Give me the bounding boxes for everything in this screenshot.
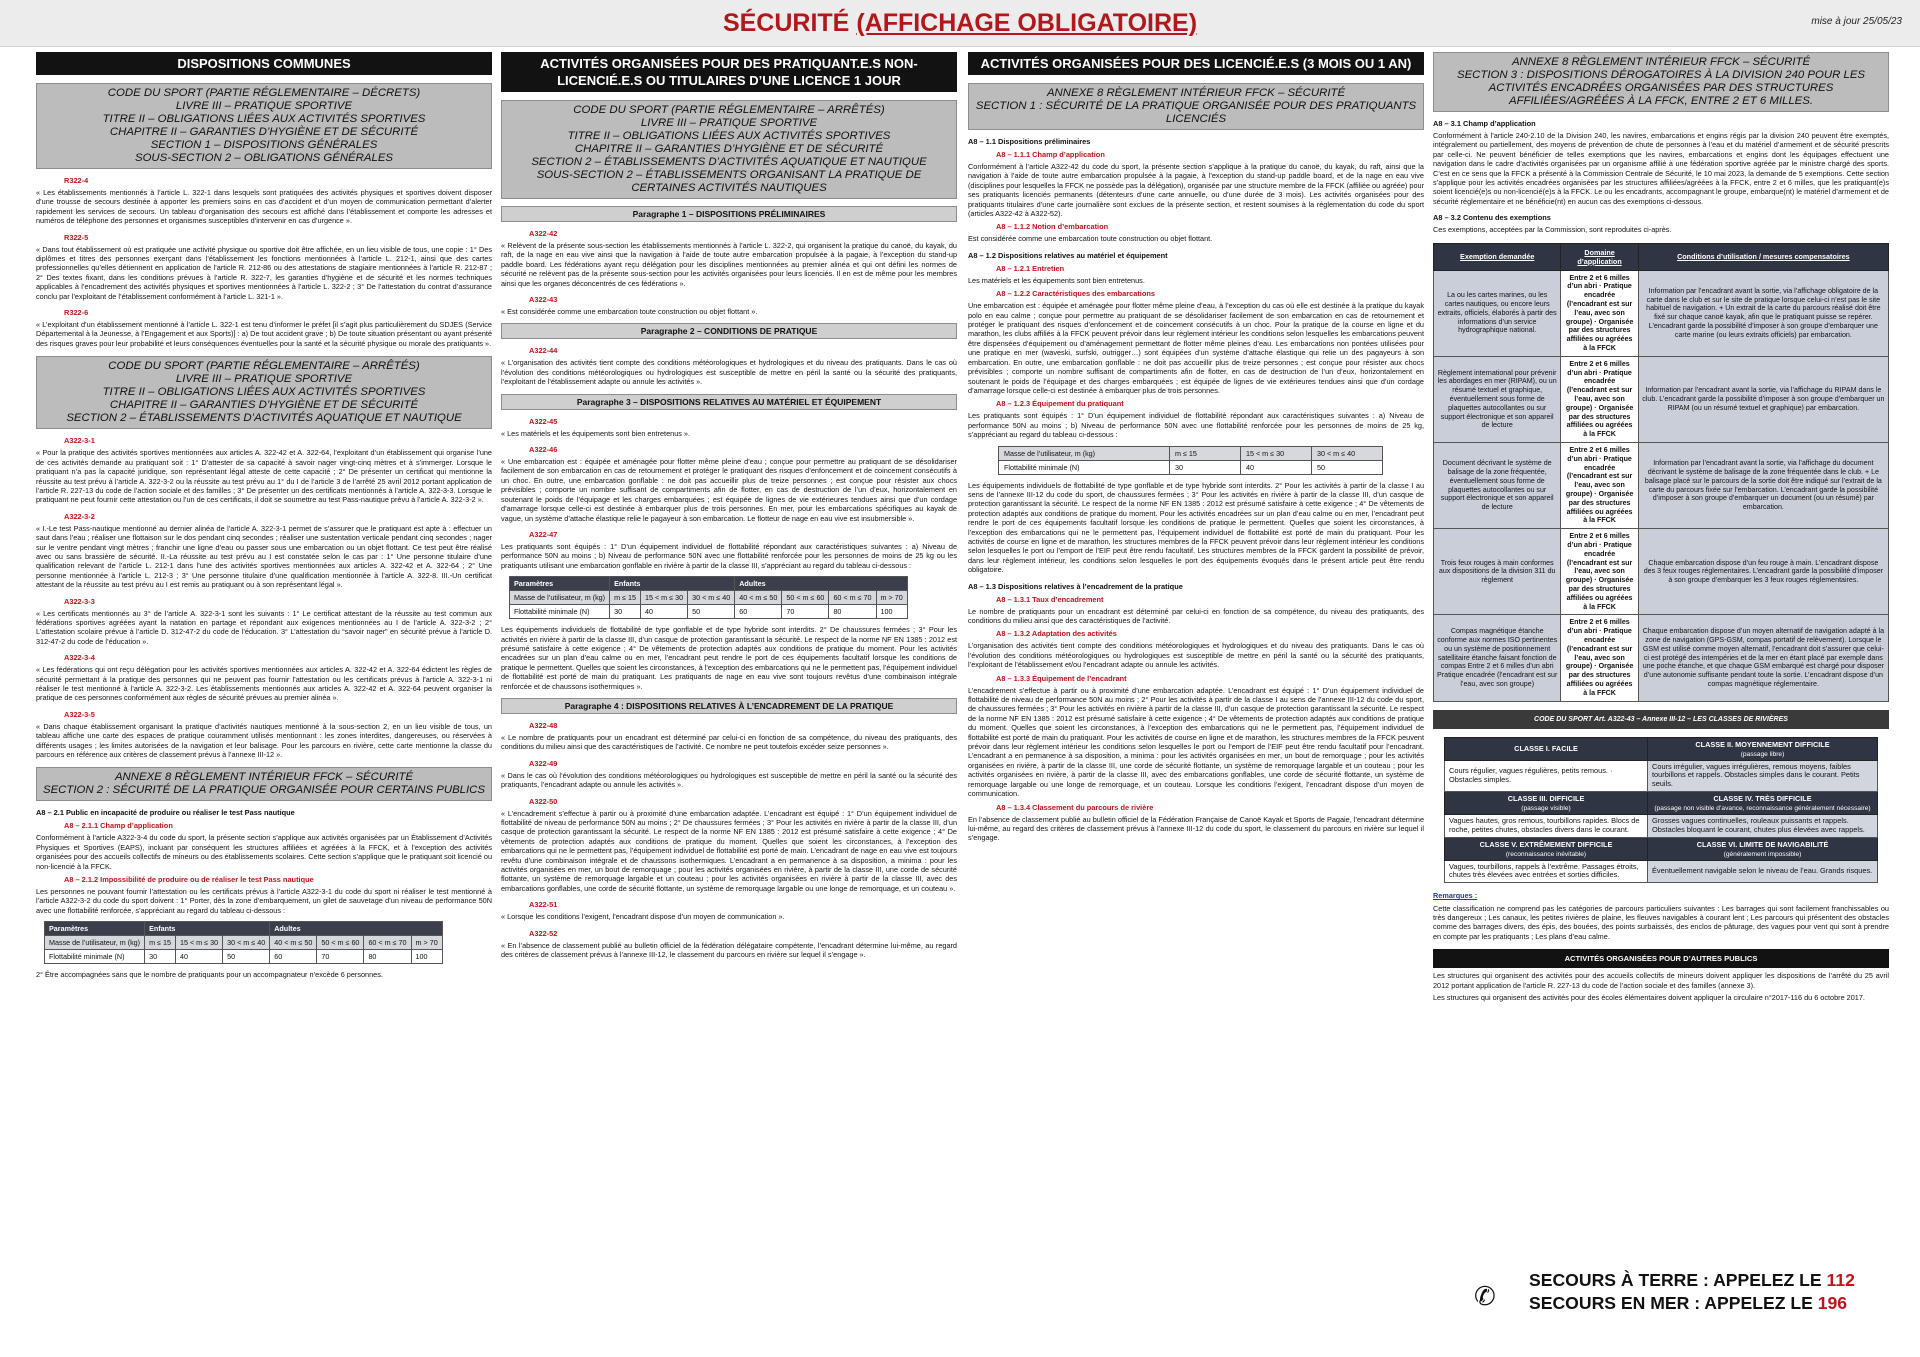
article-ref: A322-42 — [529, 229, 558, 238]
flotation-table — [509, 576, 908, 619]
conditions-cell: Information par l’encadrant avant la sortie, via l’affichage du document décrivant le système de balisage de la zone fréquentée dans le club. + Le balisage placé sur le parcours de la sortie doit être indiqué sur l’extrait de la carte du parcours fixée sur l’embarcation. L’encadrant garde la possibilité d’imposer à son groupe d’embarquer un document (ou un résumé) par embarcation. — [1638, 443, 1888, 529]
column-derogations — [1433, 52, 1889, 1347]
column-banner: ACTIVITÉS ORGANISÉES POUR DES LICENCIÉ.E.S (3 MOIS OU 1 AN) — [968, 52, 1424, 75]
class-header — [1445, 837, 1648, 860]
class-subtitle: (passage visible) — [1521, 804, 1571, 812]
subsection-heading: A8 – 1.2.3 Équipement du pratiquant — [996, 399, 1124, 409]
table-cell: Flottabilité minimale (N) — [999, 460, 1170, 474]
subsection-heading: A8 – 1.2.1 Entretien — [996, 263, 1065, 273]
article-text: « Pour la pratique des activités sportives mentionnées aux articles A. 322-42 et A. 322-64, l’exploitant d’un établissement qui organise l’une de ces activités demande au pratiquant soit : 1° D’attester de sa capacité à savoir nager vingt-cinq mètres et à s’immerger. Lorsque le pratiquant n’a pas la capacité juridique, son représentant légal atteste de cette capacité ; 2° De présenter un certificat qui mentionne la réussite au test prévu à l’article A. 322-3-2 ou la réussite au test prévu au 1° du I de l’article 3 de l’arrêté 25 avril 2012 portant application de l’article R. 227-13 du code de l’action sociale et des familles ; 3° De présenter un des certificats mentionnés à l’article A. 322-3-3. Lorsque le pratiquant ne peut fournir cette attestation ou l’un de ces certificats, il doit se soumettre au test Pass-nautique prévu à l’article A. 322-3-2 ». — [36, 448, 492, 505]
article-ref: A322-52 — [529, 928, 558, 938]
box-line: CHAPITRE II – GARANTIES D’HYGIÈNE ET DE SÉCURITÉ — [109, 399, 419, 412]
table-cell: 60 < m ≤ 70 — [829, 591, 876, 605]
subsection-heading: A8 – 1.1.2 Notion d’embarcation — [996, 222, 1109, 232]
table-cell: 50 < m ≤ 60 — [782, 591, 829, 605]
column-non-licencies — [501, 52, 957, 1347]
domain-cell: Entre 2 et 6 milles d’un abri · Pratique encadrée (l’encadrant est sur l’eau, avec son groupe) · Organisée par des structures affiliées ou agréées à la FFCK — [1561, 270, 1638, 356]
section-heading: A8 – 3.1 Champ d’application — [1433, 119, 1536, 128]
remarques-text: Cette classification ne comprend pas les catégories de parcours particuliers suivantes : Les barrages qui sont facilement franchissables ou très dangereux ; Les canaux, les petites rivières de plaine, les fleuves navigables à courant lent ; Les parcours qui présentent des obstacles comme des barrages divers, des épis, des bouées, des points surbaissés, des enclos de pâturage, des vagues pour vent qui sont à prendre en compte par les pratiquants ; Les plans d’eau calme. — [1433, 903, 1889, 941]
table-cell: m ≤ 15 — [610, 591, 641, 605]
article-ref: R322-5 — [64, 232, 89, 242]
other-publics-text: Les structures qui organisent des activités pour des accueils collectifs de mineurs doivent appliquer les dispositions de l’arrêté du 25 avril 2012 portant application de l’article R. 227-13 du code de l’action sociale et des familles (annexe 3). — [1433, 971, 1889, 990]
column-banner: DISPOSITIONS COMMUNES — [36, 52, 492, 75]
article-ref: A322-3-5 — [64, 709, 95, 719]
table-cell: 50 < m ≤ 60 — [317, 936, 364, 950]
page-title — [0, 9, 1920, 38]
article-ref: A322-3-1 — [64, 436, 95, 446]
class-header — [1648, 791, 1878, 814]
box-line: SECTION 2 : SÉCURITÉ DE LA PRATIQUE ORGANISÉE POUR CERTAINS PUBLICS — [42, 784, 485, 797]
article-text: « I.-Le test Pass-nautique mentionné au dernier alinéa de l’article A. 322-3-1 permet de s’assurer que le pratiquant est apte à : effectuer un saut dans l’eau ; réaliser une flottaison sur le dos pendant cinq secondes ; réaliser une sustentation verticale pendant cinq secondes ; nager sur le ventre pendant vingt mètres ; franchir une ligne d’eau ou passer sous une embarcation ou un objet flottant. Ce test peut être réalisé avec ou sans brassière de sécurité. II.-La réussite au test prévu au I est constatée selon le cas par : 1° Une personne titulaire d’une qualification relevant de l’article L. 212-1 dans l’une des activités sportives mentionnées aux articles A. 322-42 et A. 322-64 ; 2° Une personne mentionnée à l’article L. 212-3 ; 3° Une personne titulaire d’une qualification mentionnée à l’article A. 322-8. III.-Un certificat attestant de la réussite au test prévu au I est remis au pratiquant ou à son représentant légal ». — [36, 523, 492, 590]
table-cell: 100 — [411, 950, 442, 964]
article-ref: R322-6 — [64, 308, 89, 318]
box-line: CHAPITRE II – GARANTIES D’HYGIÈNE ET DE SÉCURITÉ — [109, 126, 419, 138]
article-ref: A322-44 — [529, 346, 558, 356]
class-title: CLASSE V. EXTRÊMEMENT DIFFICILE — [1479, 839, 1613, 849]
table-cell: 70 — [317, 950, 364, 964]
class-desc: Cours régulier, vagues régulières, petits remous. · Obstacles simples. — [1445, 760, 1648, 791]
article-text: « Dans chaque établissement organisant la pratique d’activités nautiques mentionné à la sous-section 2, en un lieu visible de tous, un tableau affiche une carte des espaces de pratique couramment utilisés mentionnant : les zones interdites, dangereuses, ou réservées à différents usages ; les limites autorisées de la navigation et leur balisage. Pour les parcours en rivière, cette carte mentionne la classe du parcours en référence aux critères de classement prévus à l’annexe III-12 ». — [36, 721, 492, 760]
table-cell: 40 — [641, 605, 688, 619]
table-header: Adultes — [735, 577, 908, 591]
table-cell: m > 70 — [411, 936, 442, 950]
domain-cell: Entre 2 et 6 milles d’un abri · Pratique encadrée (l’encadrant est sur l’eau, avec son groupe) · Organisée par des structures affiliées ou agréées à la FFCK — [1561, 356, 1638, 442]
code-header-box — [36, 83, 492, 169]
phone-icon: ✆ — [1474, 1281, 1496, 1311]
table-cell: 30 — [1170, 460, 1241, 474]
article-text: « Les matériels et les équipements sont bien entretenus ». — [501, 428, 691, 438]
classes-caption: CODE DU SPORT Art. A322-43 – Annexe III-12 – LES CLASSES DE RIVIÈRES — [1433, 710, 1889, 729]
class-subtitle: (passage non visible d’avance, reconnaissance généralement nécessaire) — [1654, 804, 1871, 812]
table-cell: 80 — [364, 950, 411, 964]
table-header: Enfants — [145, 922, 270, 936]
section-heading: A8 – 1.2 Dispositions relatives au matériel et équipement — [968, 250, 1168, 260]
section-heading: A8 – 1.1 Dispositions préliminaires — [968, 137, 1091, 146]
table-row — [1434, 615, 1889, 701]
article-text: Les équipements individuels de flottabilité de type gonflable et de type hybride sont interdits. 2° De chaussures fermées ; 3° Pour les activités en rivière à partir de la classe III, d’un casque de protection garantissant la sécurité. Le respect de la norme NF EN 1385 : 2012 est présumé satisfaire à cette exigence ; 4° De vêtements de protection adaptés aux conditions de pratique du moment. Pour les activités encadrées sur un plan d’eau calme ou en mer, l’encadrant peut rendre le port de ces équipements facultatif lorsque les conditions de pratique le permettent. Quelles que soient les circonstances, à l’exception des embarcations qui ne le permettent pas, l’équipement individuel de flottabilité est porté de main du pratiquant. Les pratiquants de nage en eau vive sont toujours revêtus d’une combinaison intégrale renforcée et de chaussons isothermiques ». — [501, 625, 957, 691]
table-cell: 100 — [876, 605, 907, 619]
class-title: CLASSE II. MOYENNEMENT DIFFICILE — [1695, 739, 1830, 749]
table-cell: 30 — [145, 950, 176, 964]
table-cell: 70 — [782, 605, 829, 619]
article-text: « Lorsque les conditions l’exigent, l’encadrant dispose d’un moyen de communication ». — [501, 912, 785, 922]
box-line: SECTION 1 : SÉCURITÉ DE LA PRATIQUE ORGANISÉE POUR DES PRATIQUANTS LICENCIÉS — [975, 100, 1417, 125]
domain-cell: Entre 2 et 6 milles d’un abri · Pratique encadrée (l’encadrant est sur l’eau, avec son groupe) · Organisée par des structures affiliées ou agréées à la FFCK — [1561, 615, 1638, 701]
subsection-heading: A8 – 1.2.2 Caractéristiques des embarcations — [996, 289, 1155, 299]
box-line: SECTION 2 – ÉTABLISSEMENTS D’ACTIVITÉS AQUATIQUE ET NAUTIQUE — [531, 156, 927, 168]
article-text: « Les certificats mentionnés au 3° de l’article A. 322-3-1 sont les suivants : 1° Le certificat attestant de la réussite au test commun aux fédérations sportives agréées ayant la natation en partage et répondant aux exigences mentionnées au I de l’article A. 322-3-2 ; 2° L’attestation scolaire prévue à l’article D. 312-47-2 du code de l’éducation. 3° L’attestation du “savoir nager” en sécurité prévue à l’article D. 312-47-2 du code de l’éducation ». — [36, 608, 492, 646]
box-line: TITRE II – OBLIGATIONS LIÉES AUX ACTIVITÉS SPORTIVES — [102, 113, 426, 125]
table-cell: 50 — [223, 950, 270, 964]
sea-label: SECOURS EN MER : APPELEZ LE — [1529, 1293, 1818, 1313]
exemptions-table — [1433, 243, 1889, 702]
annex-header-box — [36, 767, 492, 801]
table-cell: Flottabilité minimale (N) — [510, 605, 610, 619]
article-text: « L’encadrement s’effectue à partir ou à proximité d’une embarcation adaptée. L’encadrant est équipé : 1° D’un équipement individuel de flottabilité de niveau de performance 50N au moins ; 2° De chaussures fermées ; 3° Pour les activités en rivière à partir de la classe III, d’un casque de protection garantissant la sécurité. Le respect de la norme NF EN 1385 : 2012 est présumé satisfaire à cette exigence ; 4° De vêtements de protection adaptés aux conditions de pratique du moment. Quelles que soient les circonstances, à l’exception des embarcations qui ne le permettent pas, l’équipement individuel de flottabilité est porté de main. L’encadrant de nage en eau vive est toujours revêtu d’une combinaison intégrale et de chaussons isothermiques. L’encadrant a en permanence à sa disposition, a minima : pour les activités organisées en mer, un bout de remorquage ; pour les activités organisées en rivière, à partir de la classe III, une corde de sécurité flottante, un système de remorquage largable et un couteau ; pour les activités organisées en rivière à partir de la classe III, avec des embarcations gonflables, une corde de sécurité flottante, un système de remorquage largable ou une longe de remorquage, et un couteau ». — [501, 808, 957, 893]
domain-cell: Entre 2 et 6 milles d’un abri · Pratique encadrée (l’encadrant est sur l’eau, avec son groupe) · Organisée par des structures affiliées ou agréées à la FFCK — [1561, 443, 1638, 529]
article-text: « Dans le cas où l’évolution des conditions météorologiques ou hydrologiques est susceptible de mettre en péril la santé ou la sécurité des pratiquants, l’encadrant adapte ou annule les activités ». — [501, 770, 957, 790]
flotation-table — [44, 921, 443, 964]
domain-cell: Entre 2 et 6 milles d’un abri · Pratique encadrée (l’encadrant est sur l’eau, avec son groupe) · Organisée par des structures affiliées ou agréées à la FFCK — [1561, 529, 1638, 615]
table-cell: 80 — [829, 605, 876, 619]
box-line: SOUS-SECTION 2 – ÉTABLISSEMENTS ORGANISANT LA PRATIQUE DE CERTAINES ACTIVITÉS NAUTIQUES — [536, 169, 922, 194]
article-text: 2° Être accompagnées sans que le nombre de pratiquants pour un accompagnateur n’excède 6 personnes. — [36, 970, 383, 980]
article-text: Les matériels et les équipements sont bien entretenus. — [968, 275, 1145, 285]
table-row — [1434, 270, 1889, 356]
box-line: CODE DU SPORT (PARTIE RÉGLEMENTAIRE – ARRÊTÉS) — [108, 360, 420, 373]
subsection-heading: A8 – 1.3.2 Adaptation des activités — [996, 629, 1117, 639]
land-number: 112 — [1826, 1270, 1855, 1290]
subsection-heading: A8 – 1.1.1 Champ d’application — [996, 150, 1105, 159]
class-desc: Grosses vagues continuelles, rouleaux puissants et rappels. Obstacles bloquant le courant, chutes plus élevées avec rappels. — [1648, 814, 1878, 837]
table-cell: 30 < m ≤ 40 — [688, 591, 735, 605]
conditions-cell: Chaque embarcation dispose d’un moyen alternatif de navigation adapté à la zone de navigation (GPS-GSM, compas portatif de relèvement). Lorsque le GSM est utilisé comme moyen alternatif, l’encadrant doit s’assurer que celui-ci est protégé des intempéries et de la mer en étant placé par exemple dans une poche étanche, et que chaque GSM embarqué est chargé pour disposer d’une autonomie suffisante pendant toute la sortie. L’encadrant dispose d’un compas magnétique réglementaire. — [1638, 615, 1888, 701]
class-desc: Éventuellement navigable selon le niveau de l’eau. Grands risques. — [1648, 860, 1878, 883]
article-text: Le nombre de pratiquants pour un encadrant est déterminé par celui-ci en fonction de sa compétence, du niveau des pratiquants, des conditions du milieu ainsi que des caractéristiques de l’activité. — [968, 606, 1424, 625]
table-header: Enfants — [610, 577, 735, 591]
subsection-heading: A8 – 1.3.3 Équipement de l’encadrant — [996, 673, 1127, 683]
article-text: « Dans tout établissement où est pratiquée une activité physique ou sportive doit être affichée, en un lieu visible de tous, une copie : 1° Des diplômes et titres des personnes exerçant dans l’établissement les fonctions mentionnées à l’article L. 212-1, ainsi que des cartes professionnelles qu’elles détiennent en application de l’article R. 212-86 ou des attestations de stagiaire mentionnées à l’article R. 212-87 ; 2° Des textes fixant, dans les conditions prévues à l’article R. 322-7, les garanties d’hygiène et de sécurité et les normes techniques applicables à l’encadrement des activités physiques et sportives mentionnées à l’article L. 322-2 ; 3° De l’attestation du contrat d’assurance conclu par l’exploitant de l’établissement conformément à l’article L. 321-1 ». — [36, 244, 492, 301]
article-text: Conformément à l’article 240-2.10 de la Division 240, les navires, embarcations et engins régis par la division 240 peuvent être exemptés, intégralement ou partiellement, des moyens de prévention de chute de personnes à l’eau et du matériel d’armement et de sécurité prescrits par celle-ci. Ne peuvent bénéficier de telles exemptions que les navires, embarcations et engins dont les équipages effectuent une navigation dans le cadre d’activités organisées par un organisme affilié à une fédération sportive agréée par le ministre chargé des sports. C’est en ce sens que la FFCK a présenté à la Commission Centrale de Sécurité, le 10 mai 2023, la demande de 5 exemptions. Cette section s’applique pour les activités encadrées organisées par les structures affiliées/agréées à la FFCK, entre 2 et 6 milles, que les pratiquant(e)s soient licencié(e)s ou non-licencié(e)s à la FFCK. Le ou les encadrants, accompagnant le groupe, embarque(nt) le matériel d’armement et de sécurité réglementaire et ne bénéficie(nt) en aucun cas des exemptions ci-dessous. — [1433, 131, 1889, 206]
other-publics-text: Les structures qui organisent des activités pour des écoles élémentaires doivent appliquer la circulaire n°2017-116 du 6 octobre 2017. — [1433, 992, 1865, 1002]
article-ref: A322-47 — [529, 529, 558, 539]
table-cell: 15 < m ≤ 30 — [1241, 446, 1312, 460]
table-cell: m ≤ 15 — [145, 936, 176, 950]
article-text: « Les établissements mentionnés à l’article L. 322-1 dans lesquels sont pratiquées des activités physiques et sportives doivent disposer d’une trousse de secours destinée à apporter les premiers soins en cas d’accident et d’un moyen de communication permettant d’alerter rapidement les services de secours. Un tableau d’organisation des secours est affiché dans l’établissement et comporte les adresses et numéros de téléphone des personnes et organismes susceptibles d’intervenir en cas d’urgence ». — [36, 188, 492, 226]
box-line: LIVRE III – PRATIQUE SPORTIVE — [175, 100, 353, 112]
box-line: ANNEXE 8 RÈGLEMENT INTÉRIEUR FFCK – SÉCURITÉ — [114, 771, 414, 784]
conditions-cell: Information par l’encadrant avant la sortie, via l’affichage obligatoire de la carte dans le club et sur le site de pratique lorsque celui-ci n’est pas le site habituel de navigation. + Un extrait de la carte du parcours réalisé doit être fixé sur chaque canoë kayak, afin que le pratiquant puisse se repérer. L’encadrant garde la possibilité d’imposer à son groupe d’embarquer une carte marine (ou leurs extraits officiels) par embarcation. — [1638, 270, 1888, 356]
article-text: Les pratiquants sont équipés : 1° D’un équipement individuel de flottabilité répondant aux caractéristiques suivantes : a) Niveau de performance 50N au moins ; b) Niveau de performance 50N avec une flottabilité renforcée pour les personnes de moins de 25 kg, s’appréciant au regard du tableau ci-dessous : — [968, 411, 1424, 440]
article-text: Ces exemptions, acceptées par la Commission, sont reproduites ci-après. — [1433, 225, 1672, 235]
table-header: Paramètres — [510, 577, 610, 591]
sea-emergency — [1529, 1292, 1855, 1315]
box-line: ANNEXE 8 RÈGLEMENT INTÉRIEUR FFCK – SÉCURITÉ — [1046, 87, 1346, 99]
article-text: « Une embarcation est : équipée et aménagée pour flotter même pleine d’eau ; conçue pour permettre au pratiquant de se désolidariser facilement de son embarcation en cas de retournement et protéger le pratiquant des risques d’enfoncement et de coincement consécutifs à un choc. En outre, une embarcation gonflable : ne doit pas accueillir plus de treize personnes ; est conçue pour résister aux chocs prévisibles ; comporte un nombre suffisant de compartiments afin de flotter, en cas de destruction de l’un d’eux, horizontalement en soutenant le poids de l’équipage et les charges embarquées ; est équipée de lignes de vie extérieures tendues ainsi que d’un cordage d’amarrage lorsque celle-ci est destinée à embarquer plus de trois personnes. En mer, pour les embarcations spécifiques au kayak de vague, un système d’attache élastique relie le pagayeur à son embarcation. Le flotteur de nage en eau vive est insubmersible ». — [501, 457, 957, 523]
class-title: CLASSE IV. TRÈS DIFFICILE — [1713, 793, 1812, 803]
title-main: SÉCURITÉ — [722, 9, 850, 37]
section-heading: A8 – 3.2 Contenu des exemptions — [1433, 213, 1551, 223]
table-cell: 60 — [735, 605, 782, 619]
table-cell: 40 — [1241, 460, 1312, 474]
page-header — [0, 0, 1920, 47]
table-cell: m ≤ 15 — [1170, 446, 1241, 460]
box-line: CODE DU SPORT (PARTIE RÉGLEMENTAIRE – ARRÊTÉS) — [573, 104, 885, 116]
mini-flotation-table — [998, 446, 1383, 475]
table-cell: 40 — [176, 950, 223, 964]
subsection-heading: A8 – 2.1.2 Impossibilité de produire ou de réaliser le test Pass nautique — [64, 875, 314, 885]
table-header: Exemption demandée — [1434, 243, 1561, 270]
article-text: L’encadrement s’effectue à partir ou à proximité d’une embarcation adaptée. L’encadrant est équipé : 1° D’un équipement individuel de flottabilité de niveau de performance 50N au moins ; 2° Pour les activités à partir de la classe I au sens de l’annexe III-12 du code du sport, de chaussures fermées ; 3° Pour les activités en rivière à partir de la classe III, d’un casque de protection garantissant la sécurité. Le respect de la norme NF EN 1385 : 2012 est présumé satisfaire à cette exigence ; 4° De vêtements de protection adaptés aux conditions de pratique du moment. Quelles que soient les circonstances, à l’exception des embarcations qui ne le permettent pas, l’équipement individuel de flottabilité est porté de main du pratiquant. Pour les activités de course en ligne et de marathon, les structures membres de la FFCK peuvent prévoir dans leur règlement intérieur les conditions selon lesquelles le port ou l’emport de l’EIF peut être rendu facultatif pour l’encadrant. L’encadrant a en permanence à sa disposition, a minima : pour les activités organisées en mer, un bout de remorquage ; pour les activités organisées en rivière, à partir de la classe III, une corde de sécurité flottante, un système de remorquage largable et un couteau ; pour les activités organisées en rivière, à partir de la classe III, avec des embarcations gonflables, une corde de sécurité flottante, un système de remorquage largable ou une longe de remorquage, et un couteau. Lorsque les conditions l’exigent, l’encadrant dispose d’un moyen de communication. — [968, 685, 1424, 799]
article-ref: A322-43 — [529, 295, 558, 305]
sea-number: 196 — [1817, 1293, 1848, 1313]
article-text: « Les fédérations qui ont reçu délégation pour les activités sportives mentionnées aux articles A. 322-42 et A. 322-64 édictent les règles de sécurité permettant à la pratique des personnes qui ne peuvent pas fournir l’attestation ou les certificats prévus à l’article A. 322-3-1 ni réaliser le test mentionné à l’article A. 322-3-2. Les établissements mentionnés aux articles A. 322-42 et A. 322-64 peuvent organiser la pratique de ces personnes conformément aux règles de sécurité prévues au premier alinéa ». — [36, 665, 492, 703]
class-subtitle: (reconnaissance inévitable) — [1505, 850, 1587, 858]
box-line: LIVRE III – PRATIQUE SPORTIVE — [175, 373, 353, 386]
box-line: SOUS-SECTION 2 – OBLIGATIONS GÉNÉRALES — [134, 152, 394, 164]
article-text: Conformément à l’article A322-3-4 du code du sport, la présente section s’applique aux activités organisées par un Établissement d’Activités Physiques et Sportives (EAPS), incluant par conséquent les structures affiliées et agréées à la FFCK, et à l’exception des activités organisées pour des accueils collectifs de mineurs ou des établissements scolaires. Cette section s’applique que le pratiquant soit licencié ou non-licencié à la FFCK. — [36, 833, 492, 871]
box-line: ANNEXE 8 RÈGLEMENT INTÉRIEUR FFCK – SÉCURITÉ — [1511, 56, 1811, 68]
paragraph-heading: Paragraphe 3 – DISPOSITIONS RELATIVES AU MATÉRIEL ET ÉQUIPEMENT — [501, 394, 957, 410]
table-cell: Masse de l’utilisateur, m (kg) — [510, 591, 610, 605]
subsection-heading: A8 – 1.3.1 Taux d’encadrement — [996, 594, 1104, 604]
subsection-heading: A8 – 1.3.4 Classement du parcours de rivière — [996, 802, 1154, 812]
table-row — [1434, 356, 1889, 442]
conditions-cell: Chaque embarcation dispose d’un feu rouge à main. L’encadrant dispose des 3 feux rouges réglementaires. L’encadrant garde la possibilité d’imposer à son groupe d’embarquer les 3 feux rouges réglementaires. — [1638, 529, 1888, 615]
article-text: L’organisation des activités tient compte des conditions météorologiques et hydrologiques et du niveau des pratiquants. Dans le cas où l’évolution des conditions météorologiques ou hydrologiques est susceptible de mettre en péril la santé ou la sécurité des pratiquants, l’exploitant de l’établissement et/ou l’encadrant adapte ou annule les activités. — [968, 641, 1424, 670]
exemption-cell: Document décrivant le système de balisage de la zone fréquentée, éventuellement sous forme de plaquettes autocollantes ou sur support électronique et son appareil de lecture — [1434, 443, 1561, 529]
table-header: Conditions d’utilisation / mesures compensatoires — [1638, 243, 1888, 270]
table-cell: 15 < m ≤ 30 — [641, 591, 688, 605]
article-text: Les équipements individuels de flottabilité de type gonflable et de type hybride sont interdits. 2° Pour les activités à partir de la classe I au sens de l’annexe III-12 du code du sport, de chaussures fermées ; 3° Pour les activités en rivière à partir de la classe III, d’un casque de protection garantissant la sécurité. Le respect de la norme NF EN 1385 : 2012 est présumé satisfaire à cette exigence ; 4° De vêtements de protection adaptés aux conditions de pratique du moment. Pour les activités encadrées sur un plan d’eau calme ou en mer, l’encadrant peut rendre le port de ces équipements facultatif lorsque les conditions de pratique le permettent. Quelles que soient les circonstances, à l’exception des embarcations qui ne le permettent pas, l’équipement individuel de flottabilité est porté de main du pratiquant. Pour les activités de course en ligne et de marathon, les structures membres de la FFCK peuvent prévoir dans leur règlement intérieur les conditions selon lesquelles le port ou l’emport de l’EIF peut être rendu facultatif. Les structures membres de la FFCK gardent la possibilité de prévoir, dans leur règlement intérieur, les conditions selon lesquelles le port des équipements évoqués dans le présent article peut être rendu obligatoire. — [968, 480, 1424, 575]
class-header — [1445, 737, 1648, 760]
article-text: « Relèvent de la présente sous-section les établissements mentionnés à l’article L. 322-2, qui organisent la pratique du canoë, du kayak, du raft, de la nage en eau vive ainsi que la navigation à l’aide de toute autre embarcation propulsée à la pagaie, à l’exception du stand-up paddle board. Les fédérations ayant reçu délégation pour les disciplines mentionnées au premier alinéa et qui ont défini les normes de sécurité ne relèvent pas de la présente sous-section pour les activités organisées pour leurs licenciés. Il en est de même pour les membres ainsi que les organes déconcentrés de ces fédérations ». — [501, 241, 957, 288]
emergency-numbers — [1474, 1269, 1855, 1315]
table-cell: 50 — [1312, 460, 1383, 474]
river-classes-table — [1444, 737, 1878, 884]
article-text: « En l’absence de classement publié au bulletin officiel de la fédération délégataire compétente, l’encadrant détermine lui-même, au regard des critères de classement prévus à l’annexe III-12, le classement du parcours en rivière sur lequel il s’engage ». — [501, 940, 957, 960]
article-ref: A322-46 — [529, 445, 558, 455]
box-line: TITRE II – OBLIGATIONS LIÉES AUX ACTIVITÉS SPORTIVES — [567, 130, 891, 142]
table-cell: 30 < m ≤ 40 — [1312, 446, 1383, 460]
class-header — [1445, 791, 1648, 814]
table-cell: Masse de l’utilisateur, m (kg) — [45, 936, 145, 950]
article-ref: A322-3-3 — [64, 596, 95, 606]
table-cell: 40 < m ≤ 50 — [735, 591, 782, 605]
table-cell: 15 < m ≤ 30 — [176, 936, 223, 950]
article-text: Les pratiquants sont équipés : 1° D’un équipement individuel de flottabilité répondant aux caractéristiques suivantes : a) Niveau de performance 50N au moins ; b) Niveau de performance 50N avec une flottabilité renforcée pour les personnes de moins de 25 kg ou les pratiquants utilisant une embarcation gonflable en rivière à partir de la classe III, s’appréciant au regard du tableau ci-dessous : — [501, 541, 957, 570]
box-line: CODE DU SPORT (PARTIE RÉGLEMENTAIRE – DÉCRETS) — [107, 87, 421, 99]
land-label: SECOURS À TERRE : APPELEZ LE — [1529, 1270, 1827, 1290]
land-emergency — [1529, 1269, 1855, 1292]
table-cell: 60 < m ≤ 70 — [364, 936, 411, 950]
table-cell: 30 < m ≤ 40 — [223, 936, 270, 950]
column-dispositions-communes — [36, 52, 492, 1347]
class-subtitle: (passage libre) — [1740, 750, 1785, 758]
table-cell: Masse de l’utilisateur, m (kg) — [999, 446, 1170, 460]
section-heading: A8 – 1.3 Dispositions relatives à l’encadrement de la pratique — [968, 581, 1183, 591]
code-header-box — [36, 356, 492, 429]
table-cell: 60 — [270, 950, 317, 964]
class-title: CLASSE I. FACILE — [1514, 744, 1578, 754]
article-text: Les personnes ne pouvant fournir l’attestation ou les certificats prévus à l’article A322-3-1 du code du sport ni réaliser le test mentionné à l’article A322-3-2 du code du sport doivent : 1° Porter, dès la zone d’embarquement, un gilet de sauvetage d’un niveau de performance 50N avec une flottabilité renforcée, s’appréciant au regard du tableau ci-dessous : — [36, 887, 492, 915]
article-text: Une embarcation est : équipée et aménagée pour flotter même pleine d’eau, à l’exception du cas où elle est destinée à la pratique du kayak polo en eau calme ; conçue pour permettre au pratiquant de se désolidariser facilement de son embarcation en cas de retournement et protéger le pratiquant des risques d’enfoncement et de coincement consécutifs à un choc. Pour la pratique de la course en ligne et du marathon, les clubs affiliés à la FFCK peuvent prévoir dans leur règlement intérieur les conditions selon lesquelles les embarcations peuvent être dispensées d’équipement ou d’aménagement permettant de flotter même pleines d’eau. Les embarcations non pontées utilisées pour une pratique en mer (waveski, surfski, outrigger…) sont équipées d’un système d’attache élastique qui relie un des pagayeurs à son embarcation. En outre, une embarcation gonflable : ne doit pas accueillir plus de treize personnes ; est conçue pour résister aux chocs prévisibles ; comporte un nombre suffisant de compartiments afin de flotter, en cas de destruction de l’un d’eux, horizontalement en soutenant le poids de l’équipage et des charges embarquées ; est équipée de lignes de vie extérieures tendues ainsi que d’un cordage d’amarrage lorsque celle-ci est destinée à embarquer plus de trois personnes. — [968, 301, 1424, 395]
box-line: SECTION 3 : DISPOSITIONS DÉROGATOIRES À LA DIVISION 240 POUR LES ACTIVITÉS ENCADRÉES ORGANISÉES PAR DES STRUCTURES AFFILIÉES/AGRÉÉES À LA FFCK, ENTRE 2 ET 6 MILLES. — [1456, 69, 1866, 107]
table-row — [1434, 443, 1889, 529]
paragraph-heading: Paragraphe 1 – DISPOSITIONS PRÉLIMINAIRES — [501, 206, 957, 222]
table-header: Paramètres — [45, 922, 145, 936]
article-ref: A322-45 — [529, 416, 558, 426]
article-ref: A322-48 — [529, 720, 558, 730]
article-ref: A322-49 — [529, 758, 558, 768]
article-text: « L’organisation des activités tient compte des conditions météorologiques et hydrologiques et du niveau des pratiquants. Dans le cas où l’évolution des conditions météorologiques ou hydrologiques est susceptible de mettre en péril la santé ou la sécurité des pratiquants, l’exploitant de l’établissement adapte ou annule les activités ». — [501, 358, 957, 387]
article-ref: R322-4 — [64, 176, 89, 185]
article-ref: A322-51 — [529, 900, 558, 910]
table-cell: 40 < m ≤ 50 — [270, 936, 317, 950]
table-header: Adultes — [270, 922, 443, 936]
box-line: SECTION 1 – DISPOSITIONS GÉNÉRALES — [150, 139, 378, 151]
box-line: TITRE II – OBLIGATIONS LIÉES AUX ACTIVITÉS SPORTIVES — [102, 386, 426, 399]
conditions-cell: Information par l’encadrant avant la sortie, via l’affichage du RIPAM dans le club. L’encadrant garde la possibilité d’imposer à son groupe d’embarquer un RIPAM (ou un résumé textuel et graphique) par embarcation. — [1638, 356, 1888, 442]
section-heading: A8 – 2.1 Public en incapacité de produire ou réaliser le test Pass nautique — [36, 808, 295, 818]
table-cell: Flottabilité minimale (N) — [45, 950, 145, 964]
exemption-cell: Règlement international pour prévenir les abordages en mer (RIPAM), ou un résumé textuel et graphique, éventuellement sous forme de plaquettes autocollantes ou sur support électronique et son appareil de lecture — [1434, 356, 1561, 442]
table-row — [1434, 529, 1889, 615]
class-header — [1648, 837, 1878, 860]
article-text: « Est considérée comme une embarcation toute construction ou objet flottant ». — [501, 307, 758, 317]
annex-header-box — [968, 83, 1424, 130]
class-header — [1648, 737, 1878, 760]
table-header: Domaine d’application — [1561, 243, 1638, 270]
exemption-cell: Compas magnétique étanche conforme aux normes ISO pertinentes ou un système de positionnement satellitaire étanche faisant fonction de compas Entre 2 et 6 milles d’un abri Pratique encadrée (l’encadrant est sur l’eau, avec son groupe) — [1434, 615, 1561, 701]
article-text: « Le nombre de pratiquants pour un encadrant est déterminé par celui-ci en fonction de sa compétence, du niveau des pratiquants, des conditions du milieu ainsi que des caractéristiques de l’activité. Ce nombre ne peut toutefois excéder seize personnes ». — [501, 732, 957, 752]
class-desc: Vagues, tourbillons, rappels à l’extrême. Passages étroits, chutes très élevées avec entrées et sorties difficiles. — [1445, 860, 1648, 883]
update-date: mise à jour 25/05/23 — [1811, 16, 1902, 27]
subsection-heading: A8 – 2.1.1 Champ d’application — [64, 821, 173, 831]
table-cell: m > 70 — [876, 591, 907, 605]
article-text: Est considérée comme une embarcation toute construction ou objet flottant. — [968, 234, 1213, 244]
annex-header-box — [1433, 52, 1889, 112]
exemption-cell: Trois feux rouges à main conformes aux dispositions de la division 311 du règlement — [1434, 529, 1561, 615]
table-cell: 30 — [610, 605, 641, 619]
other-publics-banner: ACTIVITÉS ORGANISÉES POUR D’AUTRES PUBLICS — [1433, 949, 1889, 968]
column-licencies — [968, 52, 1424, 1347]
remarques-label — [1433, 891, 1889, 900]
article-ref: A322-3-2 — [64, 511, 95, 521]
article-text: « L’exploitant d’un établissement mentionné à l’article L. 322-1 est tenu d’informer le préfet [il s’agit plus particulièrement du SDJES (Service Départemental à la Jeunesse, à l’Engagement et aux Sports)] : a) De tout accident grave ; b) De toute situation présentant ou ayant présenté des risques graves pour leur probabilité et leurs conséquences éventuelles pour la santé et la sécurité physique ou morale des pratiquants ». — [36, 320, 492, 348]
class-subtitle: (généralement impossible) — [1723, 850, 1802, 858]
class-title: CLASSE VI. LIMITE DE NAVIGABILITÉ — [1696, 839, 1829, 849]
class-title: CLASSE III. DIFFICILE — [1507, 793, 1585, 803]
box-line: SECTION 2 – ÉTABLISSEMENTS D’ACTIVITÉS AQUATIQUE ET NAUTIQUE — [66, 412, 462, 425]
table-cell: 50 — [688, 605, 735, 619]
code-header-box — [501, 100, 957, 199]
article-ref: A322-3-4 — [64, 653, 95, 663]
exemption-cell: La ou les cartes marines, ou les cartes nautiques, ou encore leurs extraits, officiels, élaborés à partir des informations d’un service hydrographique national. — [1434, 270, 1561, 356]
class-desc: Cours irrégulier, vagues irrégulières, remous moyens, faibles tourbillons et rappels. Obstacles simples dans le courant. Petits seuils. — [1648, 760, 1878, 791]
class-desc: Vagues hautes, gros remous, tourbillons rapides. Blocs de roche, petites chutes, obstacles divers dans le courant. — [1445, 814, 1648, 837]
article-text: Conformément à l’article A322-42 du code du sport, la présente section s’applique à la pratique du canoë, du kayak, du raft, ainsi que la navigation à l’aide de toute autre embarcation propulsée à la pagaie, à l’exception du stand-up paddle board, et de la nage en eau vive (disciplines pour lesquelles la FFCK ne possède pas la délégation), organisée par une structure membre de la FFCK (affiliée ou agréée) pour ses pratiquants licenciés permanents (détenteurs d’une carte annuelle, ou d’une durée de 3 mois). Les activités organisées pour des pratiquants titulaires d’une carte journalière sont exclues de la présente section, et restent soumises à la réglementation du code du sport (articles A322-42 à A322-52). — [968, 162, 1424, 219]
box-line: CHAPITRE II – GARANTIES D’HYGIÈNE ET DE SÉCURITÉ — [574, 143, 884, 155]
box-line: LIVRE III – PRATIQUE SPORTIVE — [640, 117, 818, 129]
paragraph-heading: Paragraphe 4 : DISPOSITIONS RELATIVES À L’ENCADREMENT DE LA PRATIQUE — [501, 698, 957, 714]
column-banner: ACTIVITÉS ORGANISÉES POUR DES PRATIQUANT.E.S NON-LICENCIÉ.E.S OU TITULAIRES D’UNE LICENCE 1 JOUR — [501, 52, 957, 92]
article-text: En l’absence de classement publié au bulletin officiel de la Fédération Française de Canoë Kayak et Sports de Pagaie, l’encadrant détermine lui-même, au regard des critères de classement prévus à l’annexe III-12 du code du sport, le classement du parcours en rivière sur lequel il s’engage. — [968, 814, 1424, 843]
article-ref: A322-50 — [529, 796, 558, 806]
remarques-title: Remarques : — [1433, 891, 1478, 901]
paragraph-heading: Paragraphe 2 – CONDITIONS DE PRATIQUE — [501, 323, 957, 339]
title-sub: (AFFICHAGE OBLIGATOIRE) — [856, 9, 1198, 37]
